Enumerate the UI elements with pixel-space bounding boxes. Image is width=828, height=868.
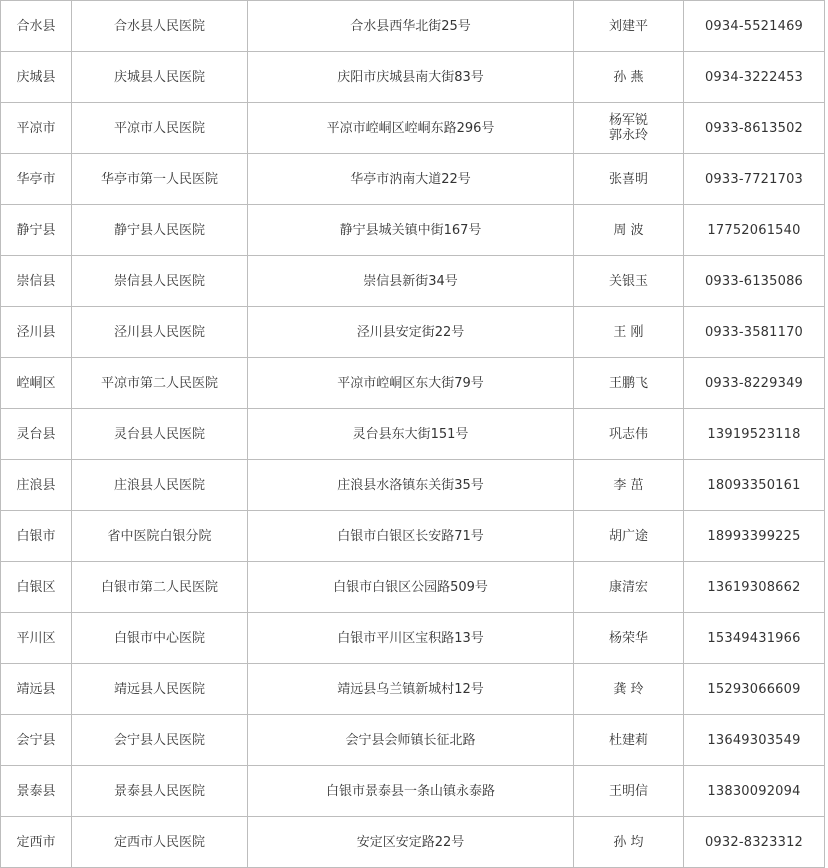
phone-number-cell: 15349431966 bbox=[684, 613, 825, 664]
contact-person-cell: 王 刚 bbox=[574, 307, 684, 358]
phone-number-cell: 0933-7721703 bbox=[684, 154, 825, 205]
table-row bbox=[1, 154, 825, 205]
address-cell: 泾川县安定街22号 bbox=[248, 307, 574, 358]
phone-number-cell: 0934-5521469 bbox=[684, 1, 825, 52]
contact-person-cell: 关银玉 bbox=[574, 256, 684, 307]
phone-number-cell: 13649303549 bbox=[684, 715, 825, 766]
hospital-name-cell: 平凉市人民医院 bbox=[72, 103, 248, 154]
hospital-name-cell: 静宁县人民医院 bbox=[72, 205, 248, 256]
district-cell: 定西市 bbox=[1, 817, 72, 868]
table-row bbox=[1, 766, 825, 817]
phone-number-cell: 13830092094 bbox=[684, 766, 825, 817]
table-row bbox=[1, 817, 825, 868]
address-cell: 白银市平川区宝积路13号 bbox=[248, 613, 574, 664]
contact-person-cell: 孙 燕 bbox=[574, 52, 684, 103]
phone-number-cell: 18993399225 bbox=[684, 511, 825, 562]
table-row bbox=[1, 103, 825, 154]
address-cell: 灵台县东大街151号 bbox=[248, 409, 574, 460]
address-cell: 平凉市崆峒区东大街79号 bbox=[248, 358, 574, 409]
hospital-name-cell: 灵台县人民医院 bbox=[72, 409, 248, 460]
district-cell: 平凉市 bbox=[1, 103, 72, 154]
table-body bbox=[1, 1, 825, 868]
district-cell: 合水县 bbox=[1, 1, 72, 52]
contact-person-cell: 周 波 bbox=[574, 205, 684, 256]
table-row bbox=[1, 511, 825, 562]
district-cell: 华亭市 bbox=[1, 154, 72, 205]
phone-number-cell: 18093350161 bbox=[684, 460, 825, 511]
hospital-name-cell: 省中医院白银分院 bbox=[72, 511, 248, 562]
hospital-name-cell: 定西市人民医院 bbox=[72, 817, 248, 868]
contact-person-cell: 龚 玲 bbox=[574, 664, 684, 715]
district-cell: 庆城县 bbox=[1, 52, 72, 103]
phone-number-cell: 0933-3581170 bbox=[684, 307, 825, 358]
address-cell: 安定区安定路22号 bbox=[248, 817, 574, 868]
contact-person-cell: 杨军锐 郭永玲 bbox=[574, 103, 684, 154]
hospital-name-cell: 靖远县人民医院 bbox=[72, 664, 248, 715]
table-row bbox=[1, 205, 825, 256]
contact-person-cell: 杜建莉 bbox=[574, 715, 684, 766]
hospital-name-cell: 庆城县人民医院 bbox=[72, 52, 248, 103]
hospital-name-cell: 会宁县人民医院 bbox=[72, 715, 248, 766]
address-cell: 靖远县乌兰镇新城村12号 bbox=[248, 664, 574, 715]
address-cell: 庆阳市庆城县南大街83号 bbox=[248, 52, 574, 103]
hospital-name-cell: 庄浪县人民医院 bbox=[72, 460, 248, 511]
table-row bbox=[1, 52, 825, 103]
table-row bbox=[1, 460, 825, 511]
hospital-name-cell: 华亭市第一人民医院 bbox=[72, 154, 248, 205]
contact-person-cell: 张喜明 bbox=[574, 154, 684, 205]
district-cell: 崆峒区 bbox=[1, 358, 72, 409]
phone-number-cell: 0933-6135086 bbox=[684, 256, 825, 307]
contact-person-cell: 康清宏 bbox=[574, 562, 684, 613]
address-cell: 平凉市崆峒区崆峒东路296号 bbox=[248, 103, 574, 154]
contact-person-cell: 巩志伟 bbox=[574, 409, 684, 460]
table-row bbox=[1, 664, 825, 715]
table-row bbox=[1, 256, 825, 307]
address-cell: 白银市白银区公园路509号 bbox=[248, 562, 574, 613]
district-cell: 靖远县 bbox=[1, 664, 72, 715]
hospital-name-cell: 景泰县人民医院 bbox=[72, 766, 248, 817]
phone-number-cell: 13619308662 bbox=[684, 562, 825, 613]
phone-number-cell: 0932-8323312 bbox=[684, 817, 825, 868]
contact-person-cell: 刘建平 bbox=[574, 1, 684, 52]
address-cell: 华亭市汭南大道22号 bbox=[248, 154, 574, 205]
table-row bbox=[1, 715, 825, 766]
contact-person-cell: 王明信 bbox=[574, 766, 684, 817]
table-row bbox=[1, 307, 825, 358]
district-cell: 静宁县 bbox=[1, 205, 72, 256]
district-cell: 白银区 bbox=[1, 562, 72, 613]
district-cell: 平川区 bbox=[1, 613, 72, 664]
district-cell: 白银市 bbox=[1, 511, 72, 562]
contact-person-cell: 孙 均 bbox=[574, 817, 684, 868]
district-cell: 景泰县 bbox=[1, 766, 72, 817]
phone-number-cell: 13919523118 bbox=[684, 409, 825, 460]
address-cell: 会宁县会师镇长征北路 bbox=[248, 715, 574, 766]
phone-number-cell: 0934-3222453 bbox=[684, 52, 825, 103]
contact-person-cell: 胡广途 bbox=[574, 511, 684, 562]
contact-person-cell: 王鹏飞 bbox=[574, 358, 684, 409]
table-row bbox=[1, 562, 825, 613]
hospital-name-cell: 白银市中心医院 bbox=[72, 613, 248, 664]
table-row bbox=[1, 358, 825, 409]
address-cell: 合水县西华北街25号 bbox=[248, 1, 574, 52]
hospital-name-cell: 泾川县人民医院 bbox=[72, 307, 248, 358]
address-cell: 庄浪县水洛镇东关街35号 bbox=[248, 460, 574, 511]
hospital-name-cell: 平凉市第二人民医院 bbox=[72, 358, 248, 409]
address-cell: 白银市景泰县一条山镇永泰路 bbox=[248, 766, 574, 817]
phone-number-cell: 15293066609 bbox=[684, 664, 825, 715]
district-cell: 庄浪县 bbox=[1, 460, 72, 511]
phone-number-cell: 0933-8229349 bbox=[684, 358, 825, 409]
contact-person-cell: 李 茁 bbox=[574, 460, 684, 511]
hospital-name-cell: 崇信县人民医院 bbox=[72, 256, 248, 307]
district-cell: 崇信县 bbox=[1, 256, 72, 307]
table-row bbox=[1, 409, 825, 460]
phone-number-cell: 0933-8613502 bbox=[684, 103, 825, 154]
district-cell: 会宁县 bbox=[1, 715, 72, 766]
district-cell: 灵台县 bbox=[1, 409, 72, 460]
table-row bbox=[1, 613, 825, 664]
district-cell: 泾川县 bbox=[1, 307, 72, 358]
hospital-name-cell: 合水县人民医院 bbox=[72, 1, 248, 52]
phone-number-cell: 17752061540 bbox=[684, 205, 825, 256]
address-cell: 崇信县新街34号 bbox=[248, 256, 574, 307]
address-cell: 静宁县城关镇中街167号 bbox=[248, 205, 574, 256]
hospital-name-cell: 白银市第二人民医院 bbox=[72, 562, 248, 613]
contact-person-cell: 杨荣华 bbox=[574, 613, 684, 664]
table-row bbox=[1, 1, 825, 52]
address-cell: 白银市白银区长安路71号 bbox=[248, 511, 574, 562]
